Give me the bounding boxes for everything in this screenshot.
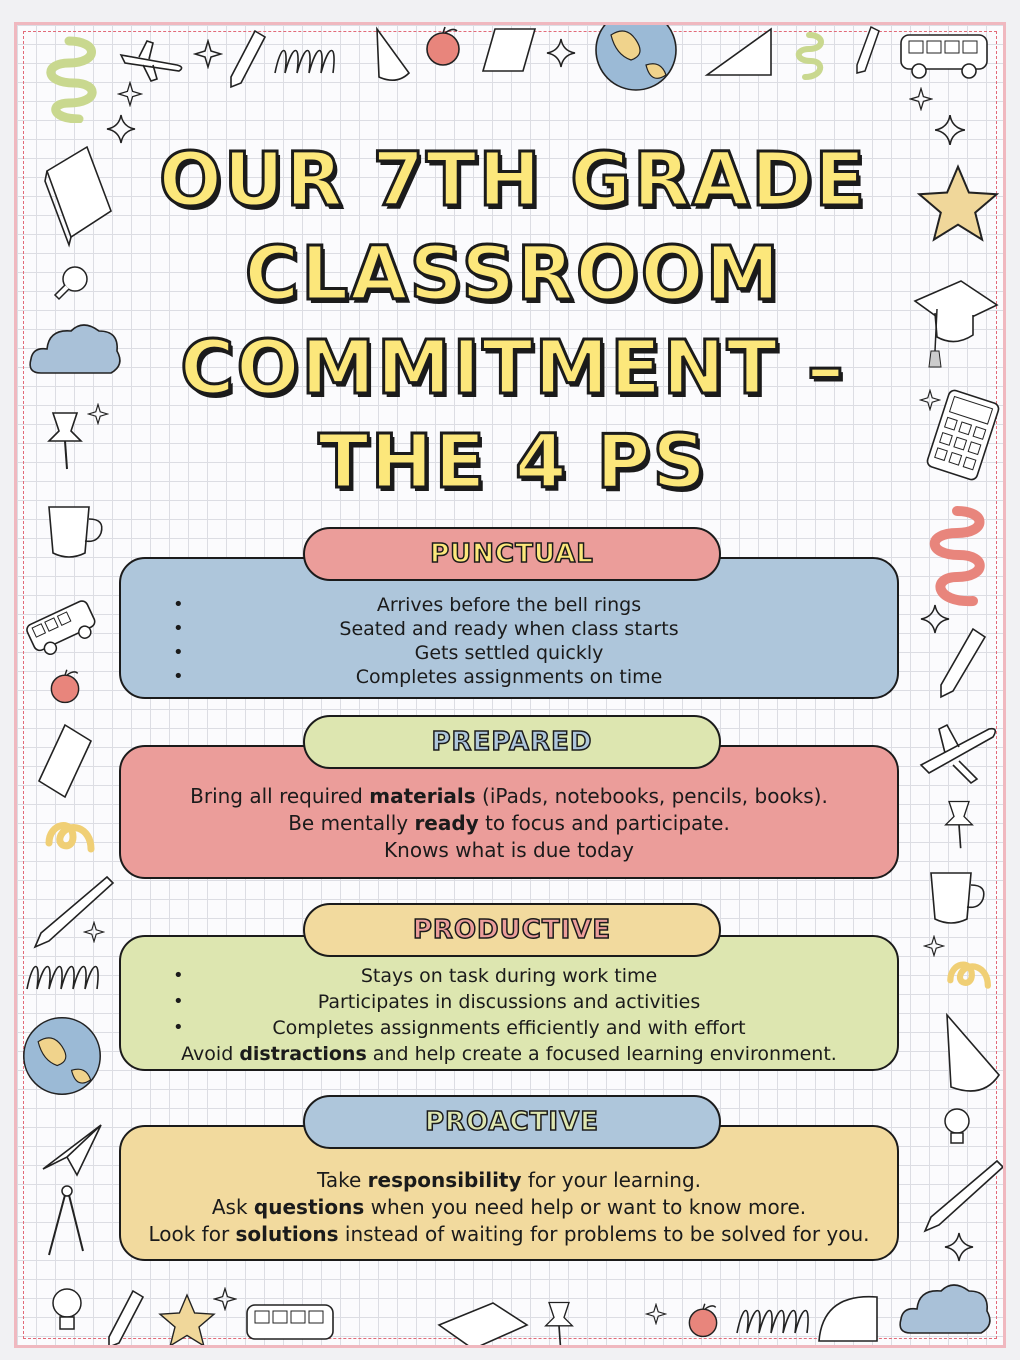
parallelogram-icon (479, 25, 539, 75)
punctual-list (121, 593, 897, 689)
pushpin-icon (939, 791, 989, 857)
star-icon (83, 921, 105, 943)
list-item: • Seated and ready when class starts (121, 617, 897, 641)
spiral-icon (945, 949, 995, 999)
prepared-line: Be mentally ready to focus and participate. (288, 811, 730, 835)
star-icon (157, 1291, 217, 1348)
spring-icon (733, 1303, 813, 1337)
sparkle-icon (545, 37, 577, 69)
spiral-icon (789, 31, 829, 81)
globe-icon (591, 22, 681, 95)
airplane-icon (915, 715, 1001, 789)
section-productive (119, 903, 899, 1071)
star-icon (923, 935, 945, 957)
list-item: • Stays on task during work time (121, 963, 897, 989)
apple-icon (421, 25, 465, 69)
mug-icon (921, 861, 991, 931)
star-icon (909, 87, 933, 111)
spring-icon (271, 43, 341, 77)
protractor-icon (813, 1287, 883, 1347)
proactive-line: Look for solutions instead of waiting for problems to be solved for you. (148, 1222, 870, 1246)
prepared-line: Knows what is due today (384, 838, 634, 862)
list-item: • Arrives before the bell rings (121, 593, 897, 617)
school-bus-icon (895, 25, 995, 85)
compass-icon (41, 1181, 91, 1261)
parallelogram-icon (35, 721, 95, 801)
pushpin-icon (539, 1295, 589, 1348)
pencil-icon (853, 25, 883, 75)
pencil-icon (931, 625, 991, 705)
star-icon (117, 81, 143, 107)
spiral-icon (39, 33, 109, 123)
section-heading-productive: PRODUCTIVE (303, 903, 721, 957)
section-proactive (119, 1095, 899, 1261)
globe-icon (19, 1013, 105, 1099)
list-item: • Gets settled quickly (121, 641, 897, 665)
pencil-icon (227, 29, 267, 89)
star-icon (193, 39, 223, 69)
cloud-icon (897, 1275, 997, 1345)
cone-icon (927, 1009, 1006, 1109)
pen-icon (917, 1155, 1006, 1235)
list-item: • Completes assignments on time (121, 665, 897, 689)
lightbulb-icon (45, 261, 95, 305)
apple-icon (683, 1299, 723, 1343)
productive-list (121, 963, 897, 1041)
school-bus-icon (241, 1295, 341, 1348)
star-icon (213, 1287, 237, 1311)
apple-icon (45, 665, 85, 709)
productive-line: Avoid distractions and help create a focused learning environment. (181, 1043, 837, 1065)
star-icon (645, 1303, 667, 1325)
spring-icon (23, 959, 103, 993)
list-item: • Completes assignments efficiently and with effort (121, 1015, 897, 1041)
airplane-icon (117, 35, 187, 85)
proactive-line: Ask questions when you need help or want to know more. (211, 1195, 807, 1219)
section-punctual (119, 527, 899, 699)
poster (14, 22, 1006, 1348)
pencil-icon (105, 1289, 145, 1348)
sparkle-icon (933, 113, 967, 147)
paper-plane-icon (37, 1119, 107, 1179)
school-bus-icon (23, 593, 103, 663)
cone-icon (357, 25, 417, 85)
section-heading-punctual: PUNCTUAL (303, 527, 721, 581)
section-prepared (119, 715, 899, 879)
poster-title: OUR 7TH GRADE CLASSROOM COMMITMENT – THE 4 PS (158, 137, 868, 505)
lightbulb-icon (41, 1275, 91, 1335)
spiral-icon (43, 813, 99, 859)
calculator-icon (921, 385, 1005, 485)
proactive-line: Take responsibility for your learning. (316, 1168, 702, 1192)
sparkle-icon (943, 1231, 975, 1263)
prepared-line: Bring all required materials (iPads, notebooks, pencils, books). (190, 784, 828, 808)
lightbulb-icon (935, 1103, 979, 1153)
section-heading-proactive: PROACTIVE (303, 1095, 721, 1149)
triangle-icon (701, 25, 781, 81)
section-heading-prepared: PREPARED (303, 715, 721, 769)
list-item: • Participates in discussions and activities (121, 989, 897, 1015)
spiral-icon (917, 503, 997, 613)
book-icon (433, 1295, 533, 1348)
